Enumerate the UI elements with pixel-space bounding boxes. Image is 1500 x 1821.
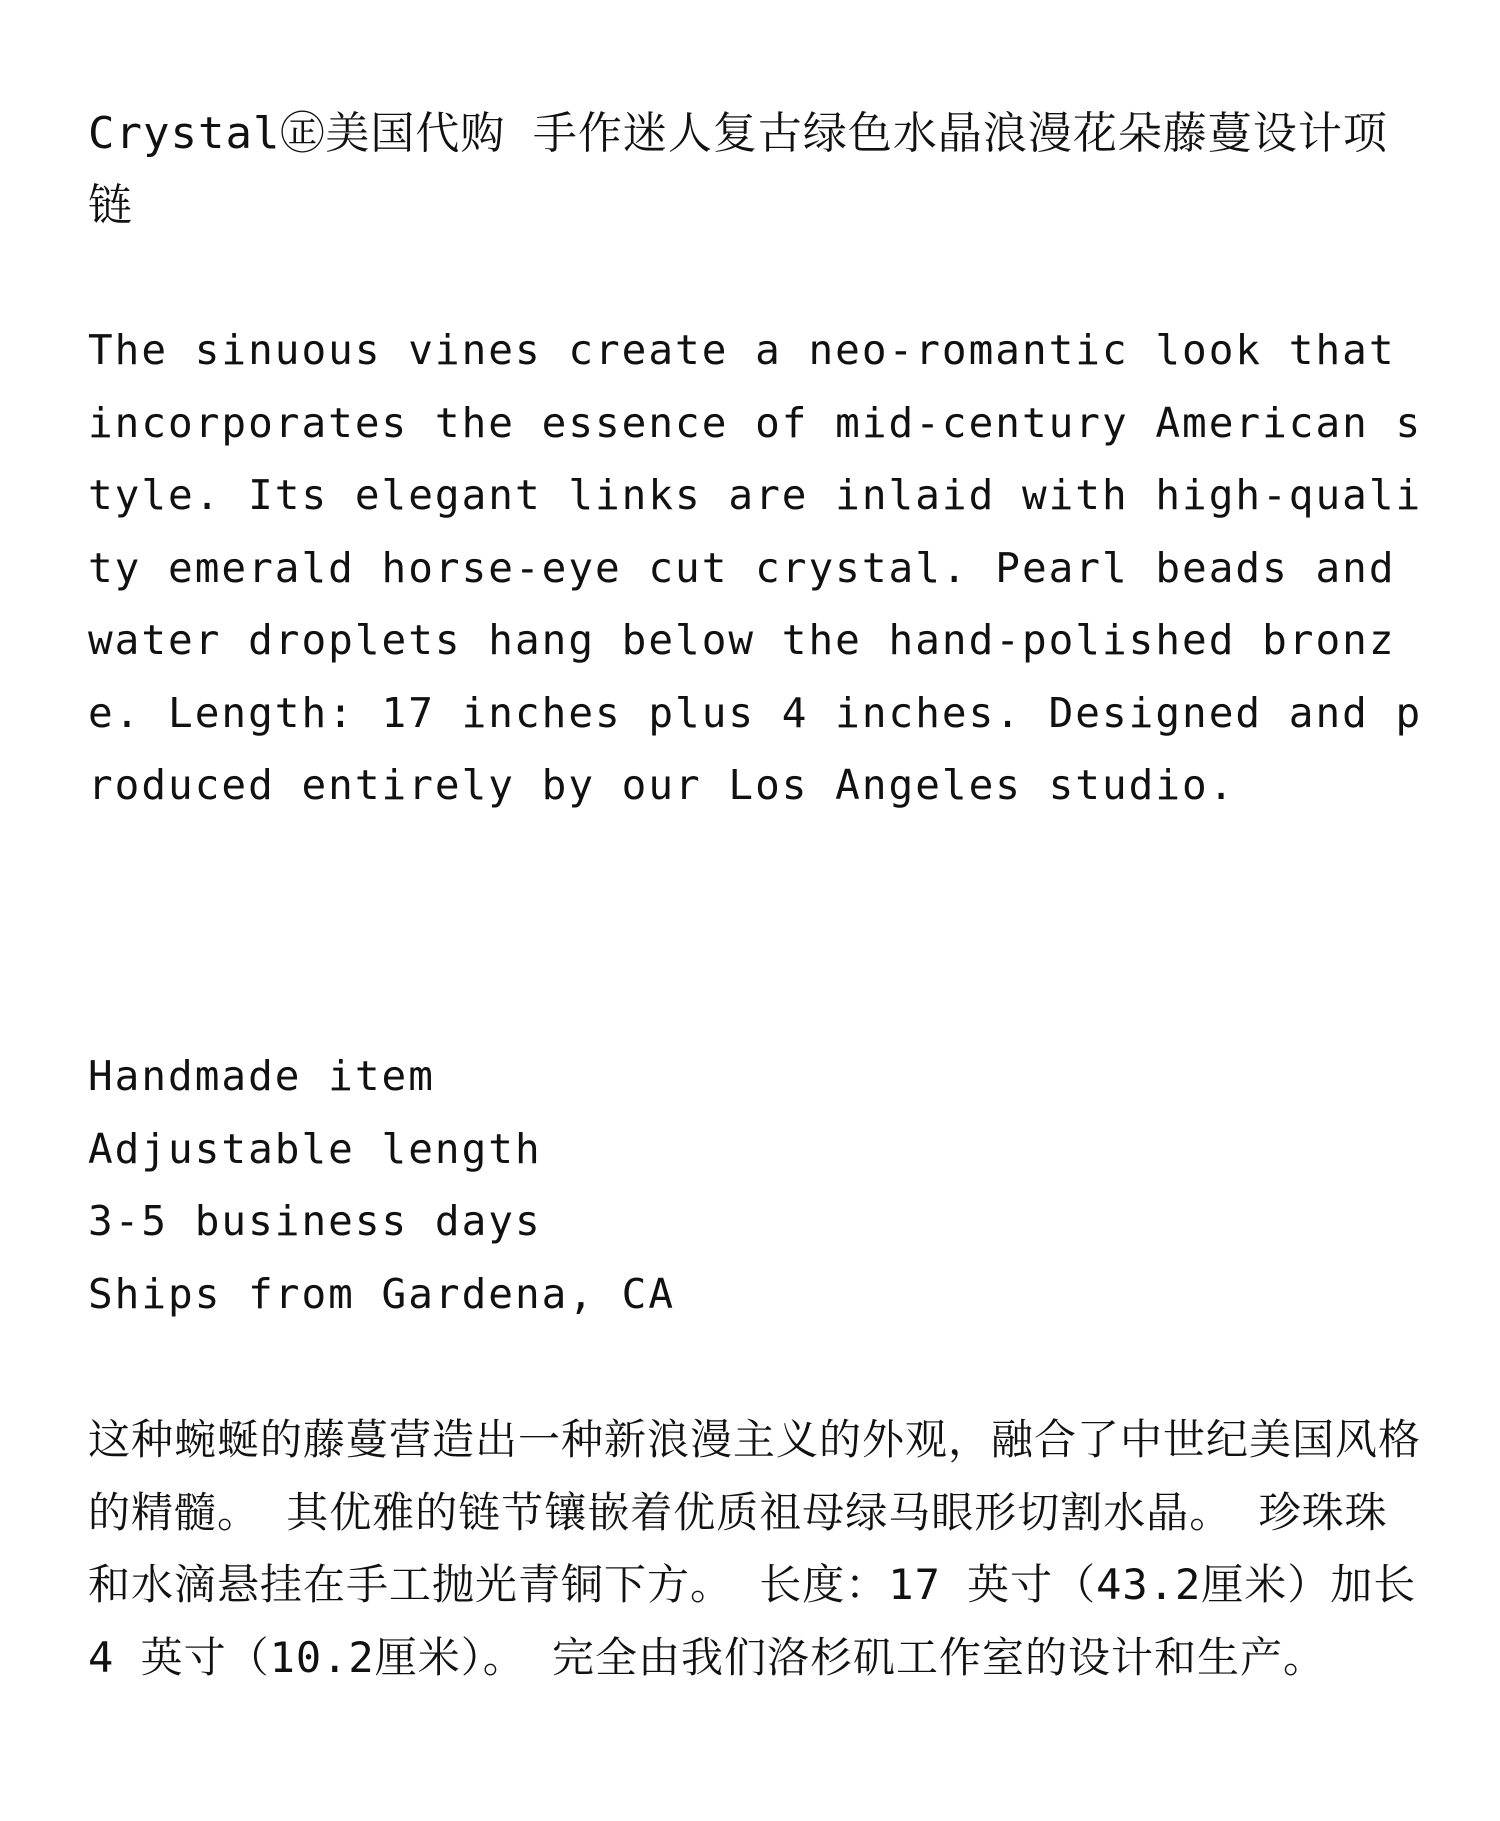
product-title: Crystal㊣美国代购 手作迷人复古绿色水晶浪漫花朵藤蔓设计项链 <box>88 108 1388 231</box>
feature-item-processing-time: 3-5 business days <box>88 1197 542 1245</box>
feature-item-adjustable-length: Adjustable length <box>88 1124 542 1173</box>
description-chinese: 这种蜿蜒的藤蔓营造出一种新浪漫主义的外观，融合了中世纪美国风格的精髓。 其优雅的链节镶嵌着优质祖母绿马眼形切割水晶。 珍珠珠和水滴悬挂在手工抛光青铜下方。 长度：17 英寸（43.2厘米）加长 4 英寸（10.2厘米）。 完全由我们洛杉矶工作室的设计和生产。 <box>88 1415 1422 1682</box>
feature-item-ships-from: Ships from Gardena, CA <box>88 1269 676 1318</box>
product-description-page <box>88 0 1428 1821</box>
feature-item-handmade: Handmade item <box>88 1052 435 1100</box>
description-english: The sinuous vines create a neo-romantic look that incorporates the essence of mid-century American style. Its elegant links are inlaid with high-quality emerald horse-eye cut crystal. Pearl beads and water droplets hang below the hand-polished bronze. Length: 17 inches plus 4 inches. Designed and produced entirely by our Los Angeles studio. <box>88 326 1423 809</box>
feature-list <box>88 1040 1428 1330</box>
